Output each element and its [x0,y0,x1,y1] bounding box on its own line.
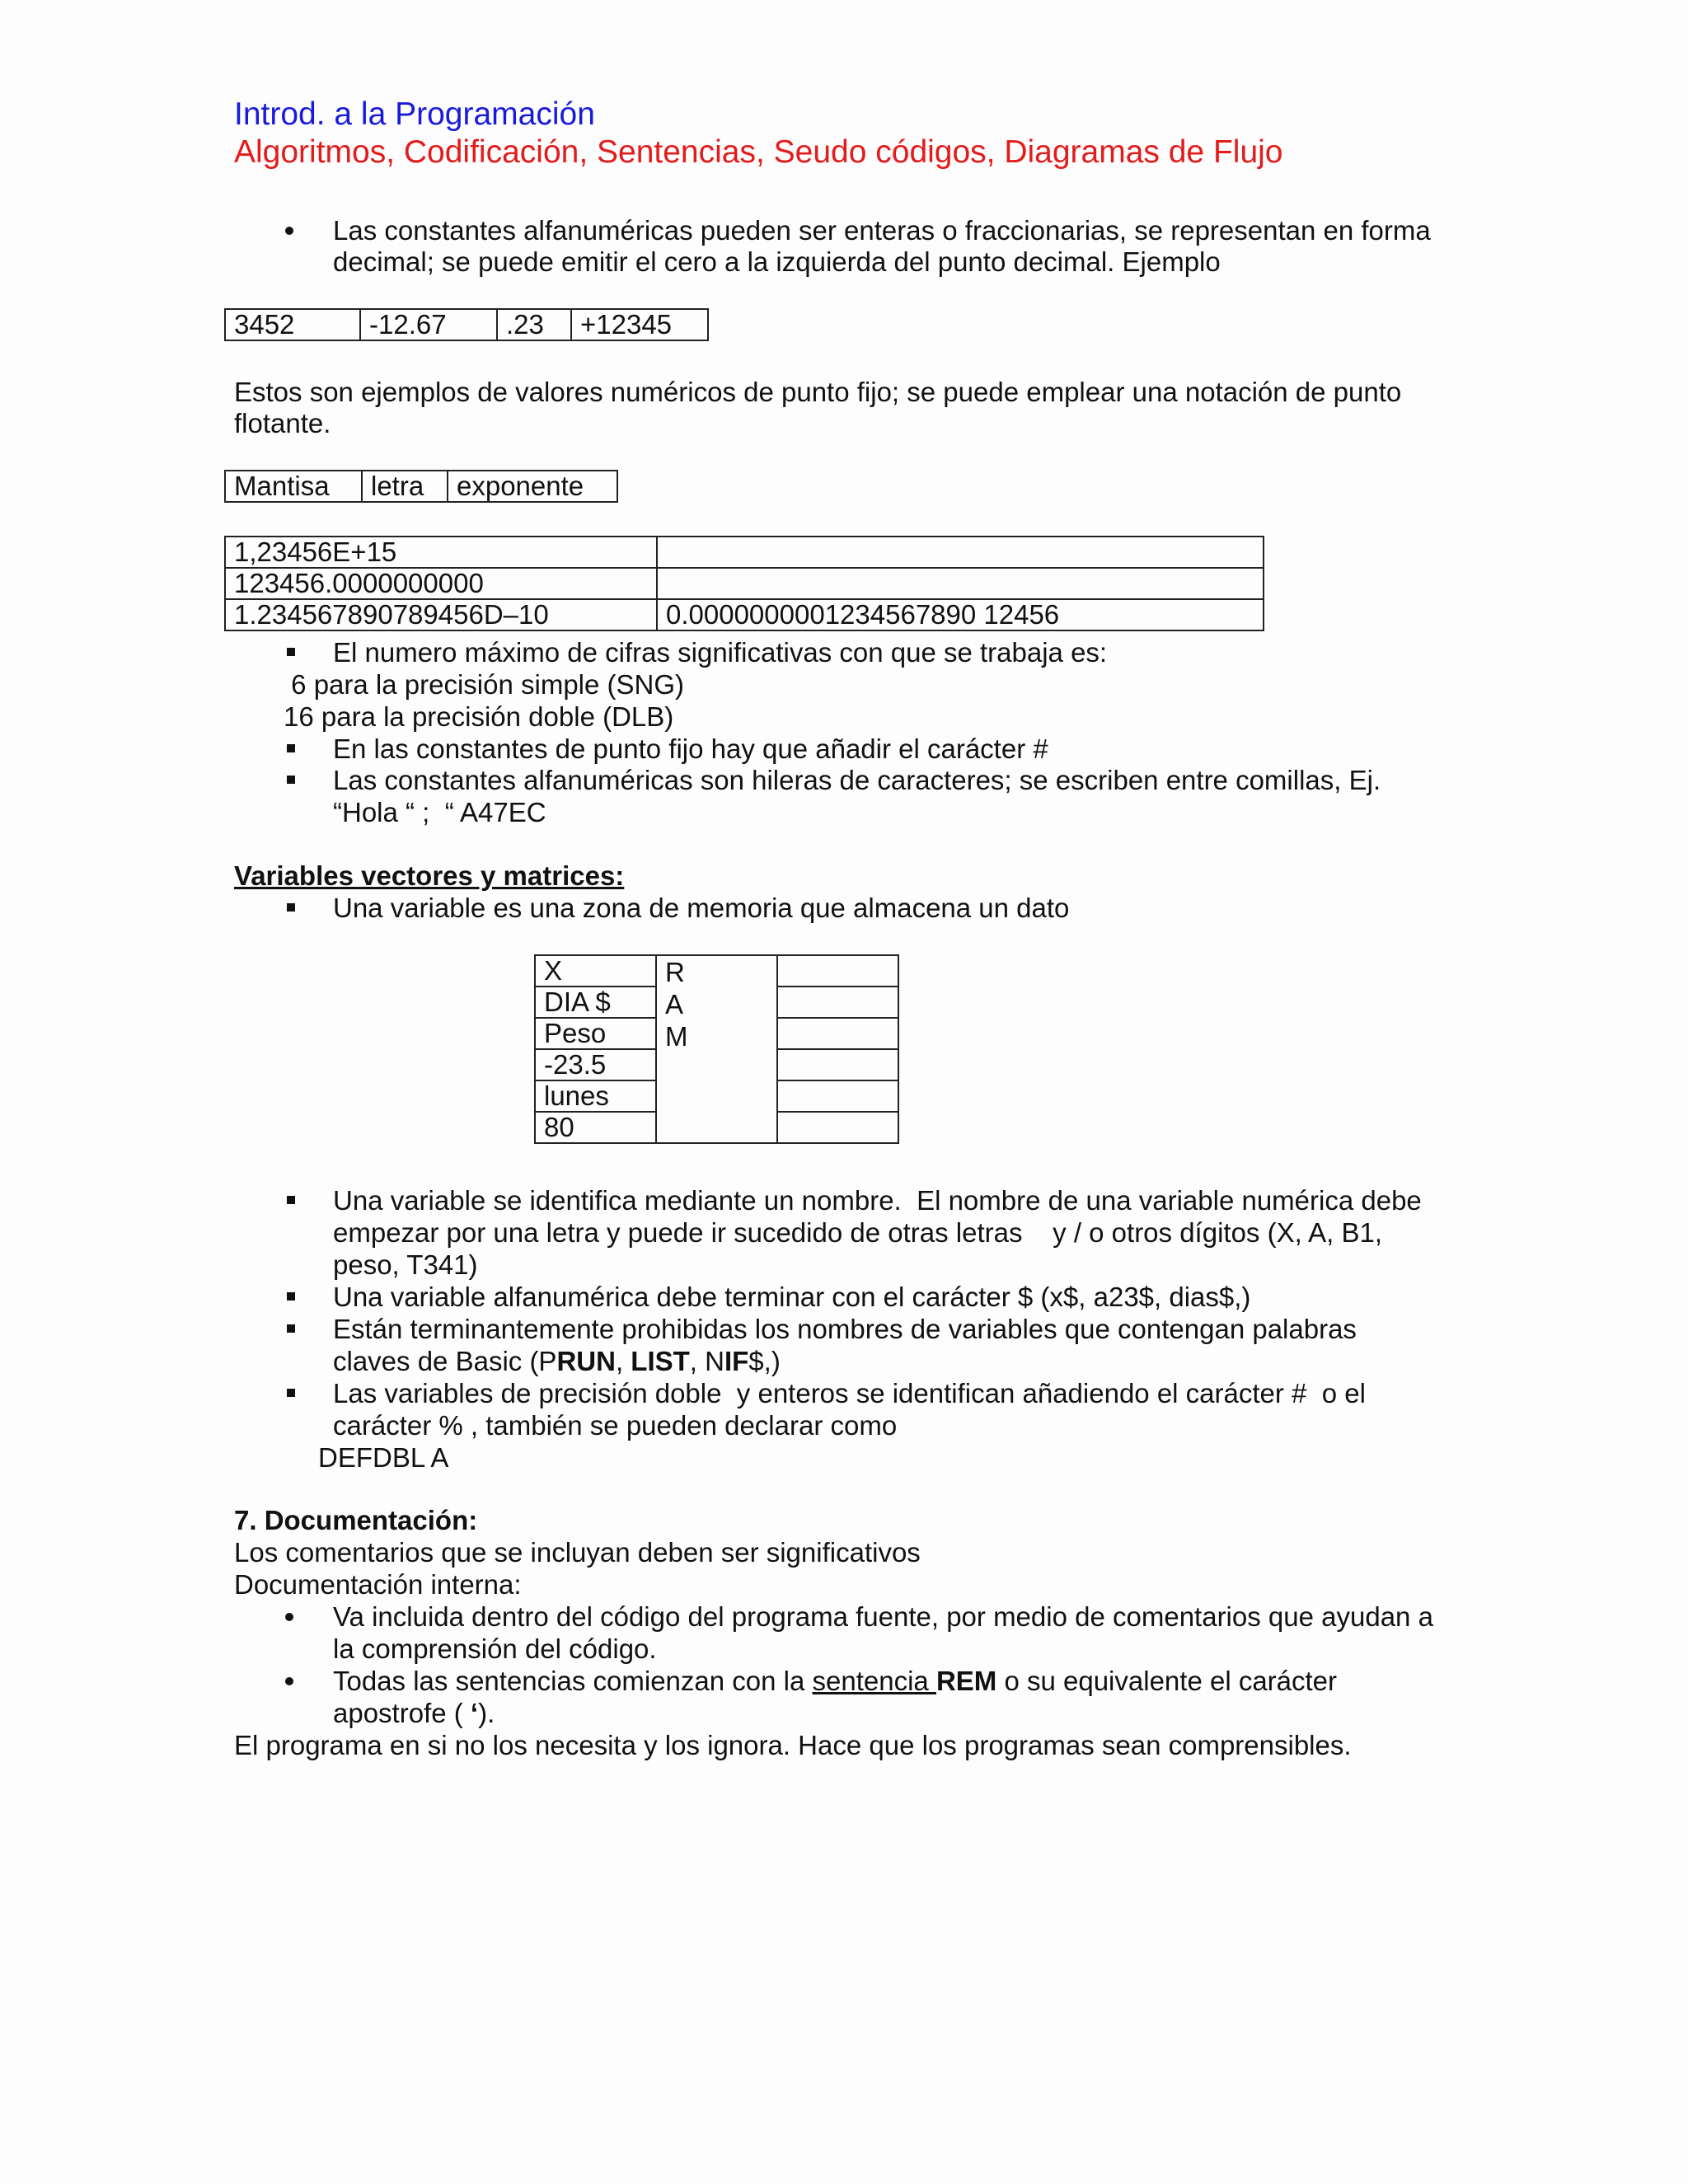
text-span: ). [478,1698,495,1728]
variables-bullet-1: Una variable es una zona de memoria que almacena un dato [333,893,1070,923]
table-cell: -12.67 [360,309,497,340]
table-cell [657,568,1264,599]
table-cell: 1.234567890789456D–10 [225,599,657,630]
precision-bullet: El numero máximo de cifras significativas con que se trabaja es: [333,637,1108,668]
fixed-char-bullet: En las constantes de punto fijo hay que añadir el carácter # [333,733,1048,764]
alpha-bullet-line-2: “Hola “ ; “ A47EC [333,797,546,827]
precision-double: 16 para la precisión doble (DLB) [284,701,674,732]
ram-label-letter: A [665,989,684,1019]
bullet-square [287,776,295,784]
ram-variable-cell: lunes [535,1080,656,1112]
empty-cell [777,987,898,1018]
precision-single: 6 para la precisión simple (SNG) [284,669,685,700]
var-naming-line-3: peso, T341) [333,1249,478,1280]
table-cell: 1,23456E+15 [225,537,657,568]
var-prohibited-line-1: Están terminantemente prohibidas los nombres de variables que contengan palabras [333,1314,1357,1344]
bullet-dot [285,1677,293,1685]
text-span: , [615,1346,631,1376]
bullet-square [287,1292,295,1301]
bullet-square [287,1389,295,1397]
intro-line-2: decimal; se puede emitir el cero a la izquierda del punto decimal. Ejemplo [333,246,1221,277]
fixed-point-line-1: Estos son ejemplos de valores numéricos de punto fijo; se puede emplear una notación de punto [234,377,1402,407]
empty-cell [777,1080,898,1112]
table-cell: .23 [497,309,571,340]
number-examples-table [224,536,1264,631]
ram-label-letter: R [665,957,685,987]
table-cell: Mantisa [225,471,362,502]
table-row [225,599,1264,630]
ram-label-letter: M [665,1021,688,1052]
intro-line-1: Las constantes alfanuméricas pueden ser enteras o fraccionarias, se representan en forma [333,215,1431,246]
table-cell: exponente [448,471,617,502]
table-cell: 3452 [225,309,360,340]
ram-label [656,955,777,1143]
var-prohibited-line-2 [333,1345,781,1377]
page-subtitle: Algoritmos, Codificación, Sentencias, Seudo códigos, Diagramas de Flujo [234,134,1283,170]
bullet-square [287,744,295,752]
fixed-point-line-2: flotante. [234,408,331,438]
bullet-square [287,903,295,912]
table-cell: 0.0000000001234567890 12456 [657,599,1264,630]
bullet-dot [285,227,293,235]
var-precision-line-1: Las variables de precisión doble y enteros se identifican añadiendo el carácter # o el [333,1378,1366,1408]
text-span: o su equivalente el carácter [996,1666,1338,1696]
text-span: $,) [748,1346,781,1376]
doc-bullet-2-line-2 [333,1697,495,1729]
table-cell: letra [362,471,448,502]
page-title: Introd. a la Programación [234,96,595,132]
var-naming-line-1: Una variable se identifica mediante un nombre. El nombre de una variable numérica debe [333,1185,1422,1216]
sentencia-link[interactable]: sentencia [812,1666,936,1696]
ram-table [534,954,899,1144]
empty-cell [777,1049,898,1080]
bullet-square [287,1196,295,1204]
text-span: Todas las sentencias comienzan con la [333,1666,813,1696]
doc-bullet-1-line-2: la comprensión del código. [333,1633,657,1664]
apostrophe-mark: ‘ [470,1698,479,1728]
empty-cell [777,955,898,987]
variables-heading: Variables vectores y matrices: [234,860,625,891]
ram-variable-cell: Peso [535,1018,656,1049]
bullet-square [287,648,295,656]
var-precision-line-3: DEFDBL A [318,1442,449,1473]
var-precision-line-2: carácter % , también se pueden declarar como [333,1410,898,1441]
text-span: claves de Basic (P [333,1346,557,1376]
text-span: , N [689,1346,724,1376]
alpha-bullet-line-1: Las constantes alfanuméricas son hileras de caracteres; se escriben entre comillas, Ej. [333,765,1381,795]
documentation-heading: 7. Documentación: [234,1505,478,1535]
doc-bullet-1-line-1: Va incluida dentro del código del programa fuente, por medio de comentarios que ayudan a [333,1601,1433,1632]
var-naming-line-2: empezar por una letra y puede ir sucedido de otras letras y / o otros dígitos (X, A, B1, [333,1217,1382,1248]
documentation-line-1: Los comentarios que se incluyan deben ser significativos [234,1537,921,1568]
var-alpha-bullet: Una variable alfanumérica debe terminar con el carácter $ (x$, a23$, dias$,) [333,1282,1251,1312]
doc-bullet-2-line-1 [333,1665,1337,1697]
ram-variable-cell: DIA $ [535,987,656,1018]
keyword-list: LIST [631,1346,690,1376]
empty-cell [777,1018,898,1049]
ram-variable-cell: X [535,955,656,987]
keyword-rem: REM [935,1666,997,1696]
bullet-dot [285,1613,293,1621]
ram-variable-cell: 80 [535,1112,656,1143]
documentation-closing: El programa en si no los necesita y los ignora. Hace que los programas sean comprensibles. [234,1730,1352,1760]
keyword-run: RUN [556,1346,616,1376]
table-cell: +12345 [571,309,708,340]
table-cell: 123456.0000000000 [225,568,657,599]
table-row [535,955,898,987]
text-span: apostrofe ( [333,1698,471,1728]
float-notation-table [224,470,618,503]
keyword-if: IF [724,1346,749,1376]
empty-cell [777,1112,898,1143]
ram-variable-cell: -23.5 [535,1049,656,1080]
documentation-line-2: Documentación interna: [234,1569,522,1600]
table-cell [657,537,1264,568]
table-row [225,537,1264,568]
example-values-table [224,308,709,341]
table-row [225,568,1264,599]
bullet-square [287,1324,295,1333]
